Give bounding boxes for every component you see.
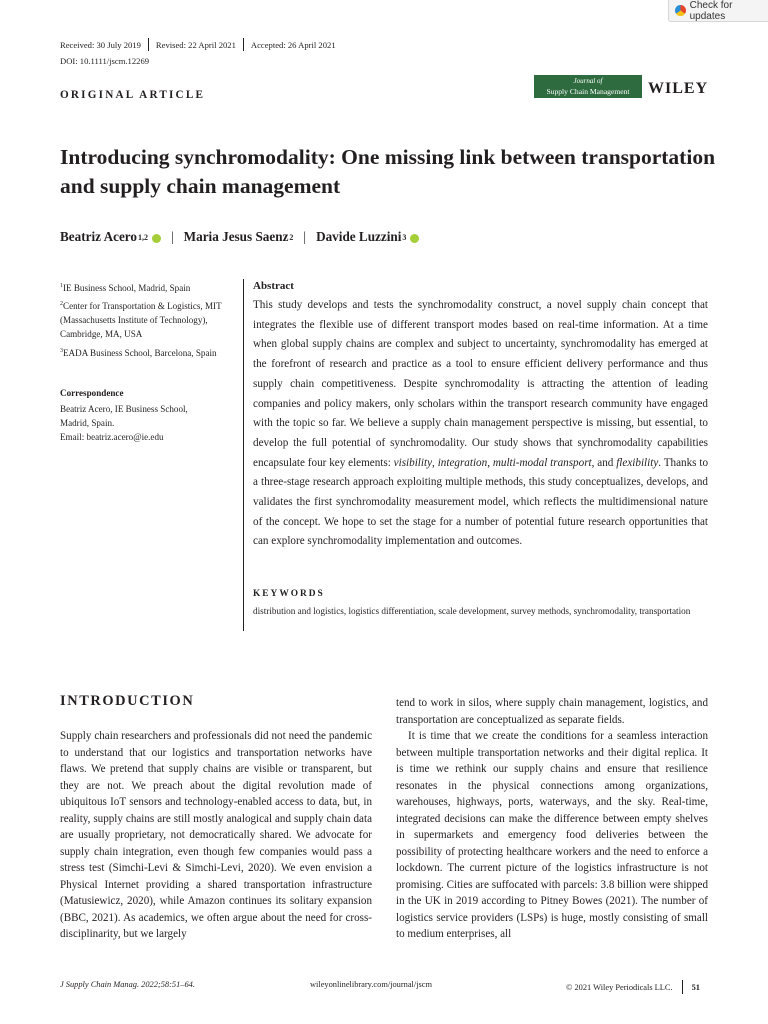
divider [148,38,149,51]
body-paragraph: It is time that we create the conditions for a seamless interaction between multiple transportation networks and their digital replica. It is time we rethink our supply chains and ensure that resilience resonates in the physical connections among organizations, warehouses, highways, ports, waterways, and the sky. Real-time, integrated decisions can make the difference between empty shelves in supermarkets and emergency food deliveries between the possibility of protecting healthcare workers and the need to enforce a lockdown. The current picture of the logistics infrastructure is not promising. Cities are suffocated with parcels: 3.8 billion were shipped in the UK in 2019 according to Pitney Bowes (2021). The number of logistics service providers (LSPs) is huge, mostly consisting of small to medium enterprises, all [396,730,708,941]
abstract-keyword: integration [437,456,488,469]
body-paragraph: Supply chain researchers and professionals did not need the pandemic to understand that our logistics and transportation networks have flaws. We pretend that supply chains are visible or transparent, but they are not. We preach about the digital revolution made of ubiquitous IoT sensors and technology-enabled access to data, but, in reality, supply chains are still mostly analogical and supply chain data are usually proprietary, not democratically shared. We advocate for supply chain integration, even though few companies would pass a stress test (Simchi-Levi & Simchi-Levi, 2020). We even envision a Physical Internet providing a shared transportation infrastructure (Matusiewicz, 2020), while Amazon continues its solitary expansion (BBC, 2021). As academics, we often argue about the need for cross-disciplinarity, but we largely [60,730,372,941]
footer-copyright: © 2021 Wiley Periodicals LLC. [566,982,673,992]
body-column-left [60,728,372,943]
footer-right [566,980,700,994]
abstract-heading: Abstract [253,280,294,292]
journal-name: Supply Chain Management [546,87,630,96]
correspondence-block [60,402,235,445]
correspondence-heading: Correspondence [60,388,124,398]
abstract-text [253,296,708,552]
abstract-keyword: visibility [393,456,433,469]
page-number: 51 [691,982,700,992]
body-paragraph: tend to work in silos, where supply chain management, logistics, and transportation are conceptualized as separate fields. [396,697,708,726]
accepted-date: Accepted: 26 April 2021 [250,39,336,50]
affiliation-mark: 2 [60,301,63,307]
affiliation-text: IE Business School, Madrid, Spain [63,283,191,293]
submission-dates [60,38,336,51]
abstract-keyword: multi-modal transport [492,456,592,469]
author-affiliation-mark: 3 [402,232,407,242]
abstract-punct: , [432,456,438,469]
article-type: ORIGINAL ARTICLE [60,89,206,101]
revised-date: Revised: 22 April 2021 [155,39,236,50]
orcid-icon[interactable] [410,234,419,243]
author-name[interactable]: Beatriz Acero [60,229,138,244]
footer-url[interactable]: wileyonlinelibrary.com/journal/jscm [310,980,433,989]
orcid-icon[interactable] [152,234,161,243]
abstract-body: . Thanks to a three-stage research approach exploiting multiple methods, this study conceptualizes, develops, and validates the first synchromodality measurement model, which reflects the multidimensional nature of the concept. We hope to set the stage for a number of potential future research opportunities that can explore synchromodality implementation and outcomes. [253,456,709,548]
author-list [60,229,419,245]
section-heading: INTRODUCTION [60,693,195,709]
footer-citation: J Supply Chain Manag. 2022;58:51–64. [60,980,195,989]
correspondence-line: Madrid, Spain. [60,418,115,429]
abstract-keyword: flexibility [616,456,659,469]
divider [243,38,244,51]
affiliation-mark: 1 [60,283,63,289]
author-separator: | [303,229,307,244]
check-for-updates-button[interactable] [668,0,768,22]
affiliation-text: EADA Business School, Barcelona, Spain [63,348,217,358]
doi[interactable]: DOI: 10.1111/jscm.12269 [60,56,150,66]
affiliation-text: Center for Transportation & Logistics, MIT (Massachusetts Institute of Technology), Cambridge, MA, USA [60,301,222,340]
article-title: Introducing synchromodality: One missing link between transportation and supply chain management [60,145,716,198]
keywords-heading: KEYWORDS [253,589,325,599]
abstract-punct: , and [591,456,617,469]
abstract-punct: , [487,456,493,469]
received-date: Received: 30 July 2019 [60,39,141,50]
author-affiliation-mark: 1,2 [138,232,149,242]
journal-of-label: Journal of [573,77,603,85]
publisher-logo[interactable]: WILEY [648,80,709,97]
correspondence-line: Beatriz Acero, IE Business School, [60,404,188,414]
correspondence-email[interactable]: Email: beatriz.acero@ie.edu [60,432,164,443]
affiliation-mark: 3 [60,348,63,354]
keywords-list: distribution and logistics, logistics differentiation, scale development, survey methods, synchromodality, transportation [253,606,691,616]
affiliation [60,344,235,360]
crossmark-icon [675,5,686,16]
author-name[interactable]: Maria Jesus Saenz [183,229,289,244]
check-for-updates-label: Check for updates [689,0,733,22]
author-name[interactable]: Davide Luzzini [316,229,402,244]
abstract-divider [243,279,244,631]
divider [682,980,683,994]
abstract-body: This study develops and tests the synchromodality construct, a novel supply chain concept that integrates the flexible use of different transport modes based on real-time information. At a time when global supply chains are complex and subject to uncertainty, synchromodality has emerged at the forefront of research and practice as a tool to ensure efficient delivery performance and thus supply chain competitiveness. Despite synchromodality is attracting the attention of leading companies and policy makers, only scholars within the transport research community have engaged with the topic so far. We believe a supply chain management perspective is missing, but essential, to develop the full potential of synchromodality. Our study shows that synchromodality capabilities encapsulate four key elements: [253,299,708,469]
journal-logo[interactable] [534,75,642,98]
body-column-right [396,695,708,943]
affiliation [60,279,235,295]
affiliation [60,297,235,342]
author-separator: | [171,229,174,244]
author-affiliation-mark: 2 [289,232,294,242]
